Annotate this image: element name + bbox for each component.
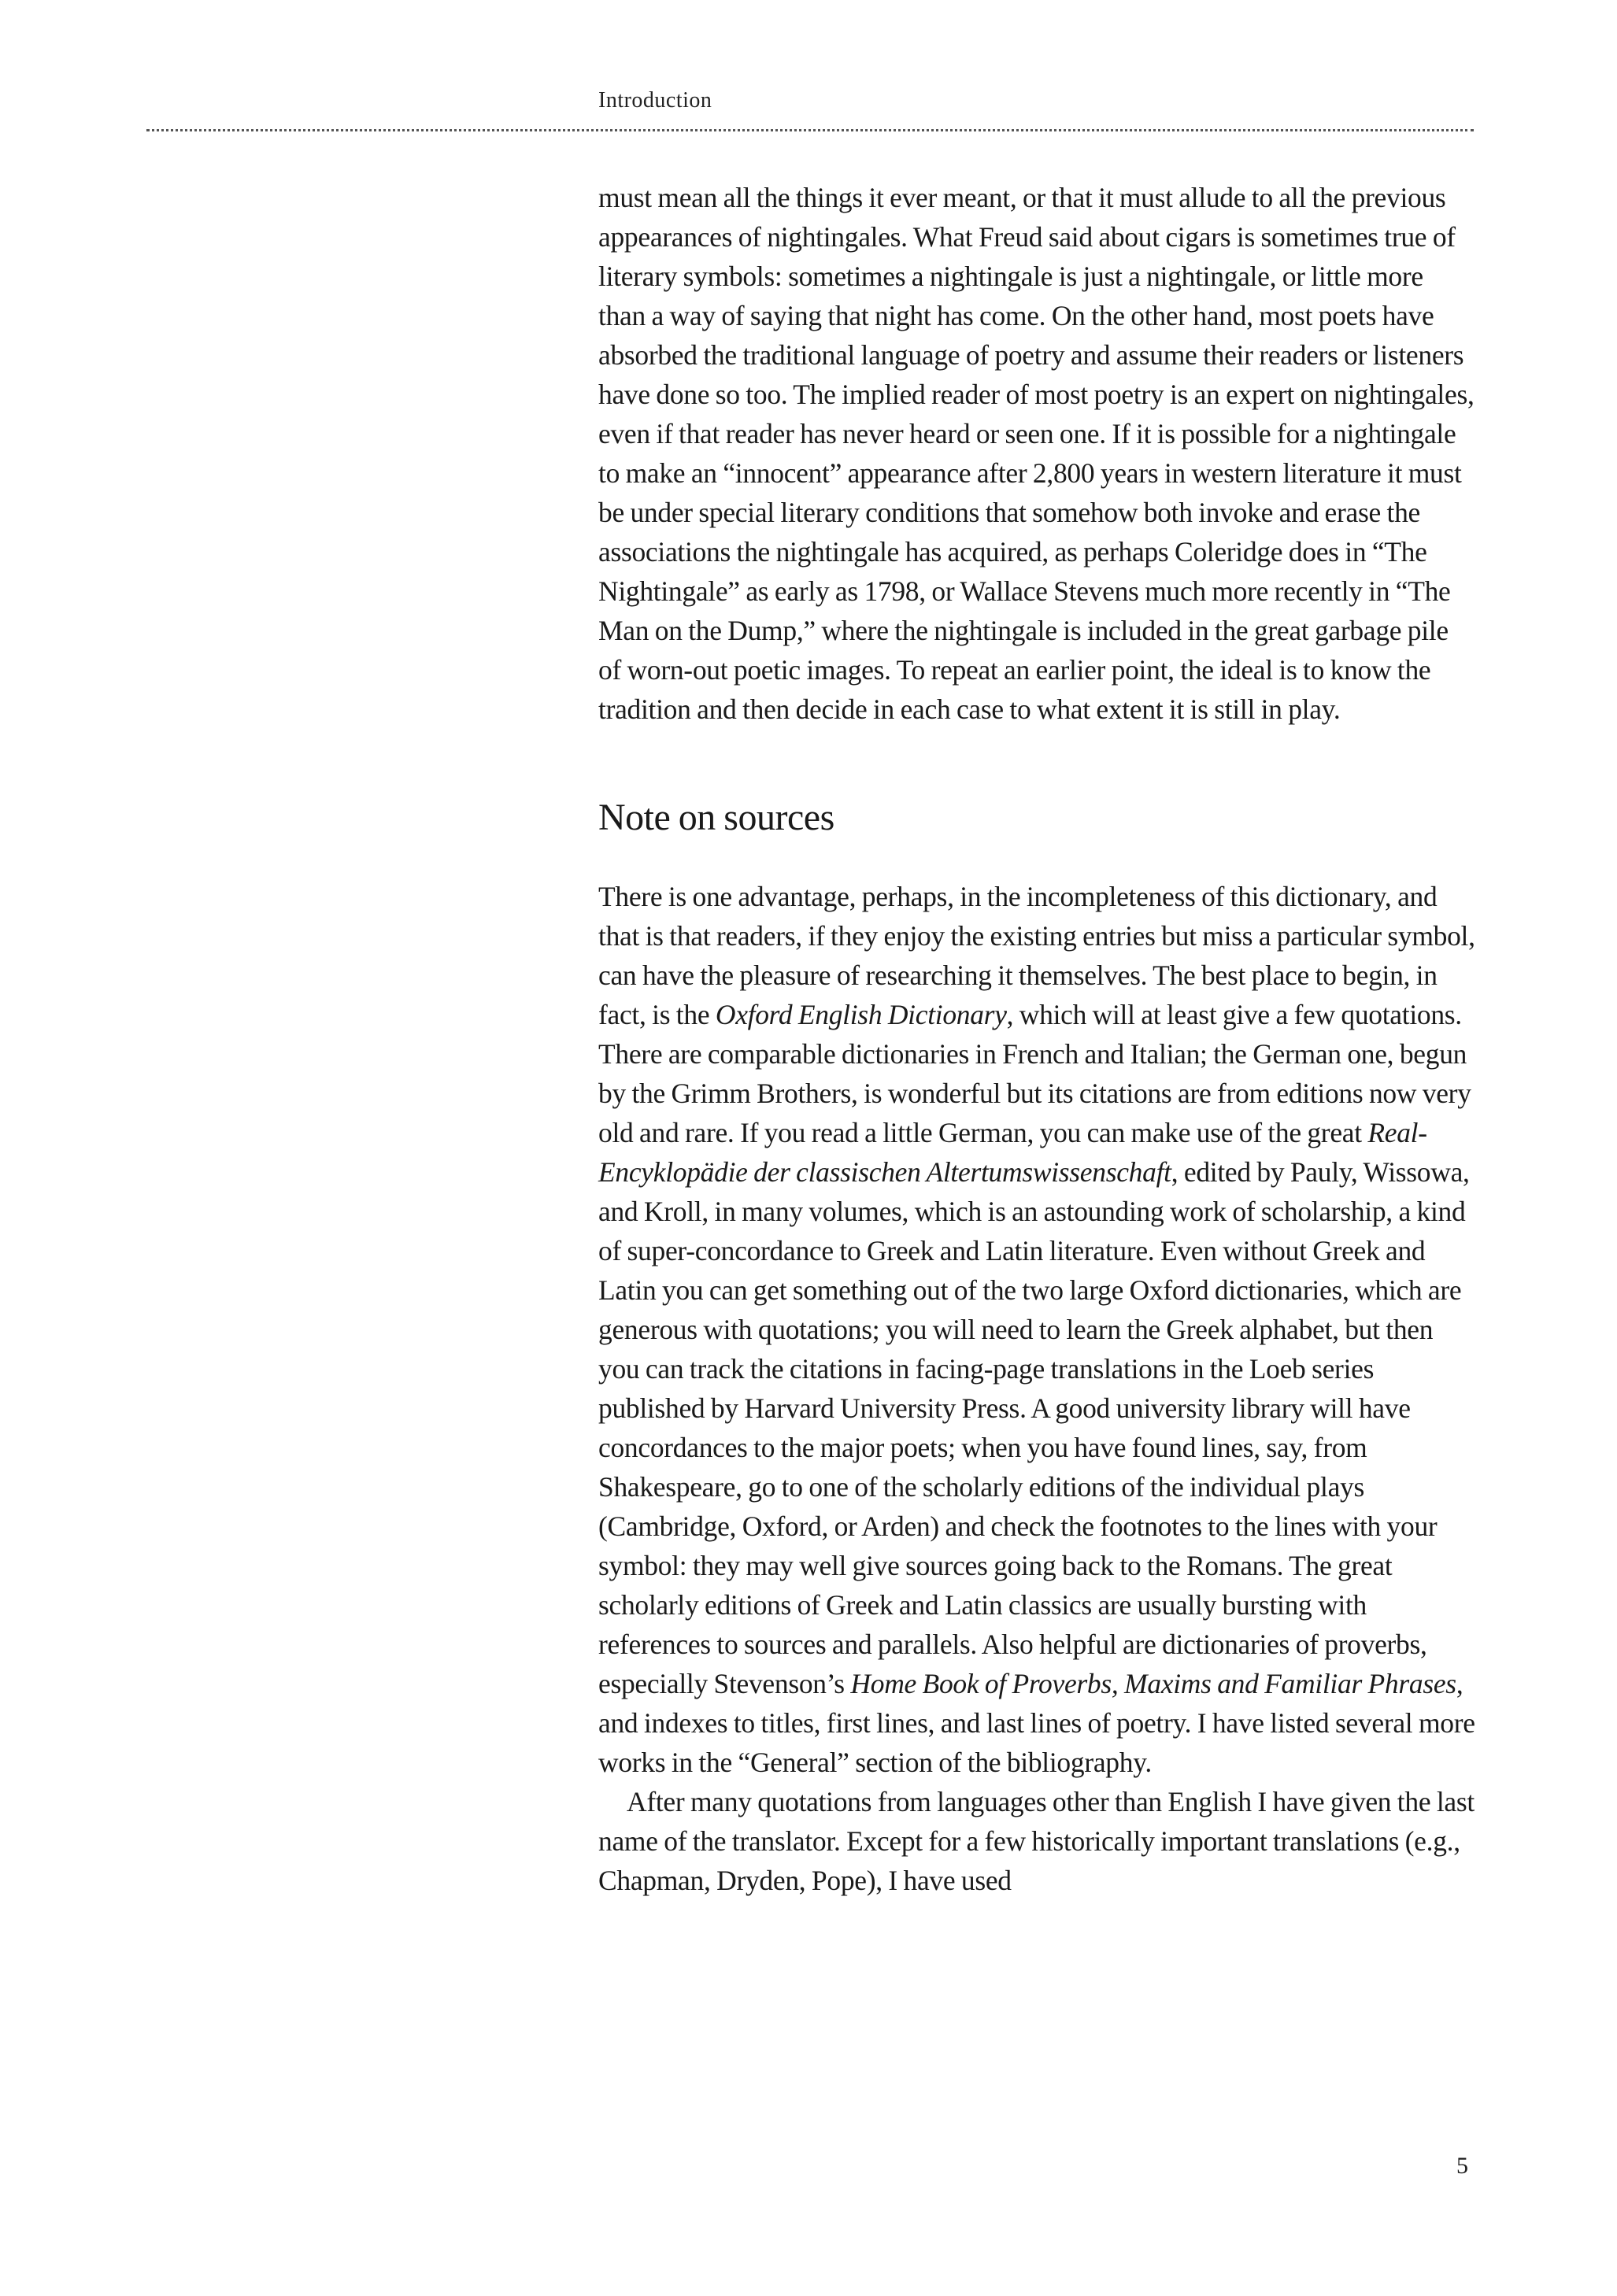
italic-title: Home Book of Proverbs, Maxims and Familiar Phrases (850, 1668, 1456, 1699)
italic-title: Oxford English Dictionary (715, 999, 1007, 1030)
italic-title: Real-Encyklopädie der classischen Altertumswissenschaft (598, 1117, 1427, 1188)
running-head: Introduction (598, 88, 712, 113)
text-run: There is one advantage, perhaps, in the incompleteness of this dictionary, and that is that readers, if they enjoy the existing entries but miss a particular symbol, can have the pleasure of researching it themselves. The best place to begin, in fact, is the (598, 881, 1475, 1030)
body-paragraph (598, 877, 1476, 1782)
body-paragraph: After many quotations from languages other than English I have given the last name of the translator. Except for a few historically important translations (e.g., Chapman, Dryden, Pope), I have used (598, 1786, 1475, 1896)
text-run: , edited by Pauly, Wissowa, and Kroll, in many volumes, which is an astounding work of scholarship, a kind of super-concordance to Greek and Latin literature. Even without Greek and Latin you can get something out of the two large Oxford dictionaries, which are generous with quotations; you will need to learn the Greek alphabet, but then you can track the citations in facing-page translations in the Loeb series published by Harvard University Press. A good university library will have concordances to the major poets; when you have found lines, say, from Shakespeare, go to one of the scholarly editions of the individual plays (Cambridge, Oxford, or Arden) and check the footnotes to the lines with your symbol: they may well give sources going back to the Romans. The great scholarly editions of Greek and Latin classics are usually bursting with references to sources and parallels. Also helpful are dictionaries of proverbs, especially Stevenson’s (598, 1156, 1470, 1699)
text-run: , and indexes to titles, first lines, and last lines of poetry. I have listed several more works in the “General” section of the bibliography. (598, 1668, 1475, 1778)
header-rule (146, 129, 1474, 131)
body-paragraph: must mean all the things it ever meant, or that it must allude to all the previous appearances of nightingales. What Freud said about cigars is sometimes true of literary symbols: sometimes a nightingale is just a nightingale, or little more than a way of saying that night has come. On the other hand, most poets have absorbed the traditional language of poetry and assume their readers or listeners have done so too. The implied reader of most poetry is an expert on nightingales, even if that reader has never heard or seen one. If it is possible for a nightingale to make an “innocent” appearance after 2,800 years in western literature it must be under special literary conditions that somehow both invoke and erase the associations the nightingale has acquired, as perhaps Coleridge does in “The Nightingale” as early as 1798, or Wallace Stevens much more recently in “The Man on the Dump,” where the nightingale is included in the great garbage pile of worn-out poetic images. To repeat an earlier point, the ideal is to know the tradition and then decide in each case to what extent it is still in play. (598, 182, 1475, 725)
text-column (598, 178, 1476, 1900)
page-number: 5 (1456, 2153, 1468, 2179)
text-run: , which will at least give a few quotations. There are comparable dictionaries in French and Italian; the German one, begun by the Grimm Brothers, is wonderful but its citations are from editions now very old and rare. If you read a little German, you can make use of the great (598, 999, 1471, 1148)
section-heading: Note on sources (598, 797, 834, 838)
